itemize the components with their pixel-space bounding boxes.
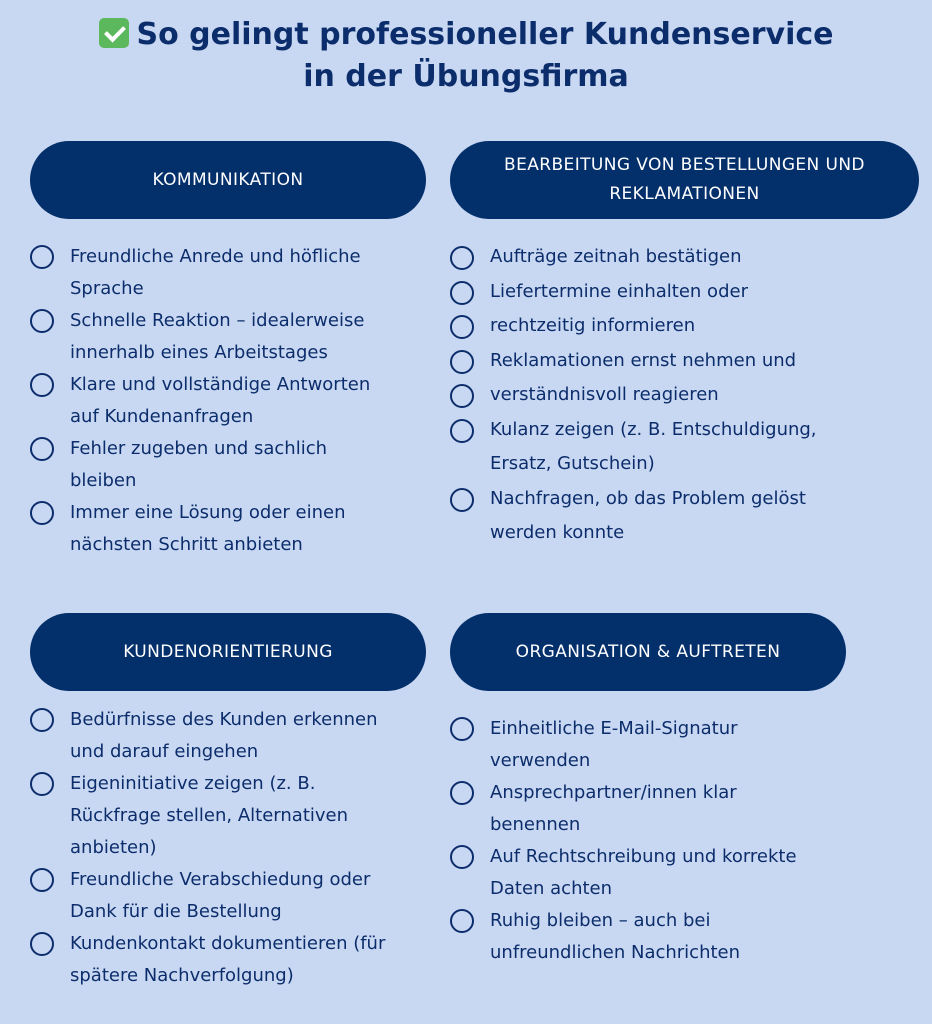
checkbox-circle-icon bbox=[450, 909, 474, 933]
checklist-organisation bbox=[450, 713, 870, 969]
checkbox-circle-icon bbox=[450, 246, 474, 270]
list-item: Schnelle Reaktion – idealerweise innerhalb eines Arbeitstages bbox=[30, 305, 430, 369]
checkbox-circle-icon bbox=[450, 384, 474, 408]
checkbox-circle-icon bbox=[30, 437, 54, 461]
list-item: Kulanz zeigen (z. B. Entschuldigung, Ersatz, Gutschein) bbox=[450, 413, 890, 482]
checkbox-circle-icon bbox=[450, 281, 474, 305]
checkbox-circle-icon bbox=[30, 868, 54, 892]
checkbox-circle-icon bbox=[450, 350, 474, 374]
list-item: Freundliche Verabschiedung oder Dank für die Bestellung bbox=[30, 864, 430, 928]
list-item: Nachfragen, ob das Problem gelöst werden konnte bbox=[450, 482, 890, 551]
list-item: Aufträge zeitnah bestätigen bbox=[450, 240, 890, 275]
checklist-kommunikation bbox=[30, 241, 430, 561]
list-item: rechtzeitig informieren bbox=[450, 309, 890, 344]
section-heading-kommunikation: KOMMUNIKATION bbox=[30, 141, 426, 219]
list-item: Freundliche Anrede und höfliche Sprache bbox=[30, 241, 430, 305]
list-item: Fehler zugeben und sachlich bleiben bbox=[30, 433, 430, 497]
checkbox-circle-icon bbox=[450, 781, 474, 805]
list-item: verständnisvoll reagieren bbox=[450, 378, 890, 413]
section-heading-bestellungen: BEARBEITUNG VON BESTELLUNGEN UND REKLAMATIONEN bbox=[450, 141, 919, 219]
check-mark-icon bbox=[99, 18, 129, 48]
checkbox-circle-icon bbox=[450, 845, 474, 869]
checkbox-circle-icon bbox=[30, 932, 54, 956]
list-item: Liefertermine einhalten oder bbox=[450, 275, 890, 310]
section-heading-kundenorientierung: KUNDENORIENTIERUNG bbox=[30, 613, 426, 691]
list-item: Immer eine Lösung oder einen nächsten Schritt anbieten bbox=[30, 497, 430, 561]
checkbox-circle-icon bbox=[30, 245, 54, 269]
section-heading-organisation: ORGANISATION & AUFTRETEN bbox=[450, 613, 846, 691]
list-item: Reklamationen ernst nehmen und bbox=[450, 344, 890, 379]
checkbox-circle-icon bbox=[30, 309, 54, 333]
list-item: Ansprechpartner/innen klar benennen bbox=[450, 777, 870, 841]
list-item: Ruhig bleiben – auch bei unfreundlichen Nachrichten bbox=[450, 905, 870, 969]
checkbox-circle-icon bbox=[30, 708, 54, 732]
title-line-2: in der Übungsfirma bbox=[303, 59, 629, 94]
checkbox-circle-icon bbox=[30, 501, 54, 525]
list-item: Klare und vollständige Antworten auf Kundenanfragen bbox=[30, 369, 430, 433]
checkbox-circle-icon bbox=[450, 315, 474, 339]
checkbox-circle-icon bbox=[450, 717, 474, 741]
list-item: Auf Rechtschreibung und korrekte Daten achten bbox=[450, 841, 870, 905]
checkbox-circle-icon bbox=[450, 488, 474, 512]
checkbox-circle-icon bbox=[30, 772, 54, 796]
checkbox-circle-icon bbox=[30, 373, 54, 397]
list-item: Eigeninitiative zeigen (z. B. Rückfrage stellen, Alternativen anbieten) bbox=[30, 768, 430, 864]
checklist-kundenorientierung bbox=[30, 704, 430, 992]
list-item: Kundenkontakt dokumentieren (für spätere Nachverfolgung) bbox=[30, 928, 430, 992]
list-item: Einheitliche E-Mail-Signatur verwenden bbox=[450, 713, 870, 777]
page-title bbox=[0, 14, 932, 98]
checklist-bestellungen bbox=[450, 240, 890, 551]
checkbox-circle-icon bbox=[450, 419, 474, 443]
title-line-1: So gelingt professioneller Kundenservice bbox=[0, 14, 932, 56]
list-item: Bedürfnisse des Kunden erkennen und darauf eingehen bbox=[30, 704, 430, 768]
